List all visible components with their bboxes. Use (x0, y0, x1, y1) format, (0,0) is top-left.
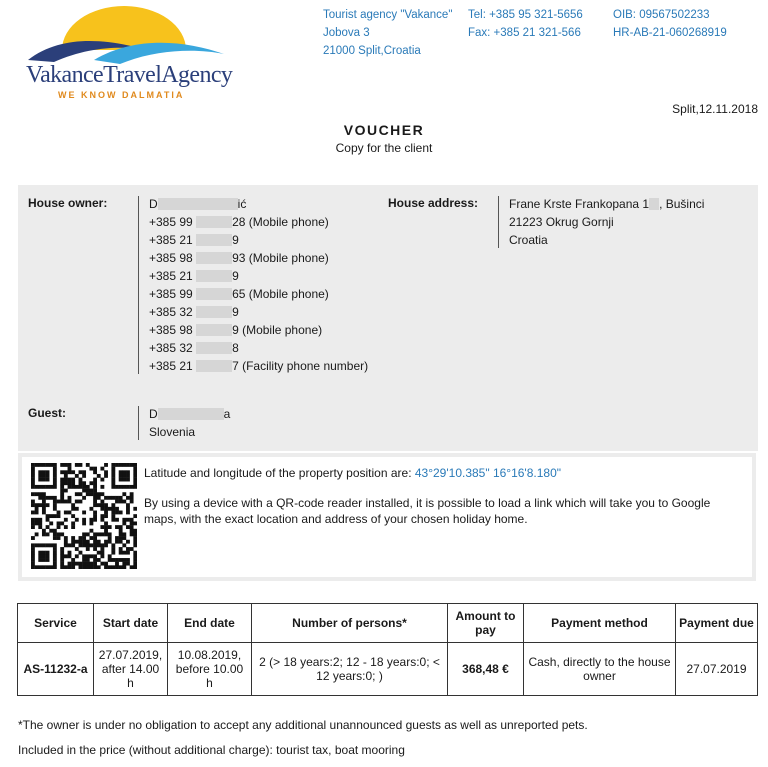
amount: 368,48 € (448, 643, 524, 696)
address-street: Frane Krste Frankopana 1 , Bušinci (509, 197, 705, 211)
guest-country: Slovenia (149, 425, 196, 439)
owner-phone: +385 21 7 (Facility phone number) (149, 359, 369, 373)
table-row (18, 643, 758, 696)
voucher-title: VOUCHER (343, 122, 425, 138)
logo-tagline: WE KNOW DALMATIA (58, 90, 185, 100)
owner-phone: +385 21 9 (149, 269, 239, 283)
owner-divider (138, 196, 139, 374)
col-service: Service (18, 604, 94, 643)
payment-method: Cash, directly to the house owner (524, 643, 676, 696)
owner-name: D ić (149, 197, 247, 211)
address-country: Croatia (509, 233, 548, 247)
agency-address (323, 6, 452, 60)
address-city: 21223 Okrug Gornji (509, 215, 614, 229)
guest-label: Guest: (28, 406, 67, 420)
col-end-date: End date (168, 604, 252, 643)
payment-due: 27.07.2019 (676, 643, 758, 696)
guest-details (149, 405, 230, 441)
end-date: 10.08.2019, before 10.00 h (168, 643, 252, 696)
services-table (17, 603, 758, 696)
location-text (144, 465, 744, 527)
tel-line: Tel: +385 95 321-5656 (468, 9, 583, 21)
agency-ids (613, 6, 727, 42)
col-payment-due: Payment due (676, 604, 758, 643)
registration-line: HR-AB-21-060268919 (613, 27, 727, 39)
col-start-date: Start date (94, 604, 168, 643)
owner-phone: +385 21 9 (149, 233, 239, 247)
address-line: 21000 Split,Croatia (323, 45, 421, 57)
address-line: Jobova 3 (323, 27, 370, 39)
voucher-subtitle: Copy for the client (335, 141, 433, 155)
col-payment-method: Payment method (524, 604, 676, 643)
start-date: 27.07.2019, after 14.00 h (94, 643, 168, 696)
address-line: Tourist agency "Vakance" (323, 9, 453, 21)
logo-name: VakanceTravelAgency (26, 62, 233, 88)
owner-phone: +385 32 9 (149, 305, 239, 319)
guest-divider (138, 406, 139, 440)
col-amount: Amount to pay (448, 604, 524, 643)
guest-name: D a (149, 407, 231, 421)
owner-details (149, 195, 368, 375)
agency-phones (468, 6, 583, 42)
col-persons: Number of persons* (252, 604, 448, 643)
qr-description: By using a device with a QR-code reader installed, it is possible to load a link which will take you to Google maps, with the exact location and address of your chosen holiday home. (144, 496, 711, 526)
oib-line: OIB: 09567502233 (613, 9, 710, 21)
coordinates-line: Latitude and longitude of the property position are: 43°29'10.385" 16°16'8.180" (144, 466, 562, 480)
agency-logo (24, 6, 234, 100)
service-code: AS-11232-a (18, 643, 94, 696)
persons: 2 (> 18 years:2; 12 - 18 years:0; < 12 years:0; ) (252, 643, 448, 696)
address-divider (498, 196, 499, 248)
sun-and-waves-logo-icon (24, 6, 234, 66)
house-address (509, 195, 704, 249)
fax-line: Fax: +385 21 321-566 (468, 27, 581, 39)
included-note: Included in the price (without additional charge): tourist tax, boat mooring (18, 743, 405, 757)
coordinates-value[interactable]: 43°29'10.385" 16°16'8.180" (414, 466, 562, 480)
qr-code-icon[interactable] (31, 463, 137, 569)
owner-phone: +385 98 93 (Mobile phone) (149, 251, 329, 265)
owner-phone: +385 98 9 (Mobile phone) (149, 323, 323, 337)
table-header-row (18, 604, 758, 643)
owner-phone: +385 99 65 (Mobile phone) (149, 287, 329, 301)
issue-date: Split,12.11.2018 (672, 102, 758, 116)
house-owner-label: House owner: (28, 196, 108, 210)
guests-note: *The owner is under no obligation to accept any additional unannounced guests as well as unreported pets. (18, 718, 588, 732)
owner-phone: +385 99 28 (Mobile phone) (149, 215, 329, 229)
house-address-label: House address: (388, 196, 479, 210)
owner-phone: +385 32 8 (149, 341, 239, 355)
